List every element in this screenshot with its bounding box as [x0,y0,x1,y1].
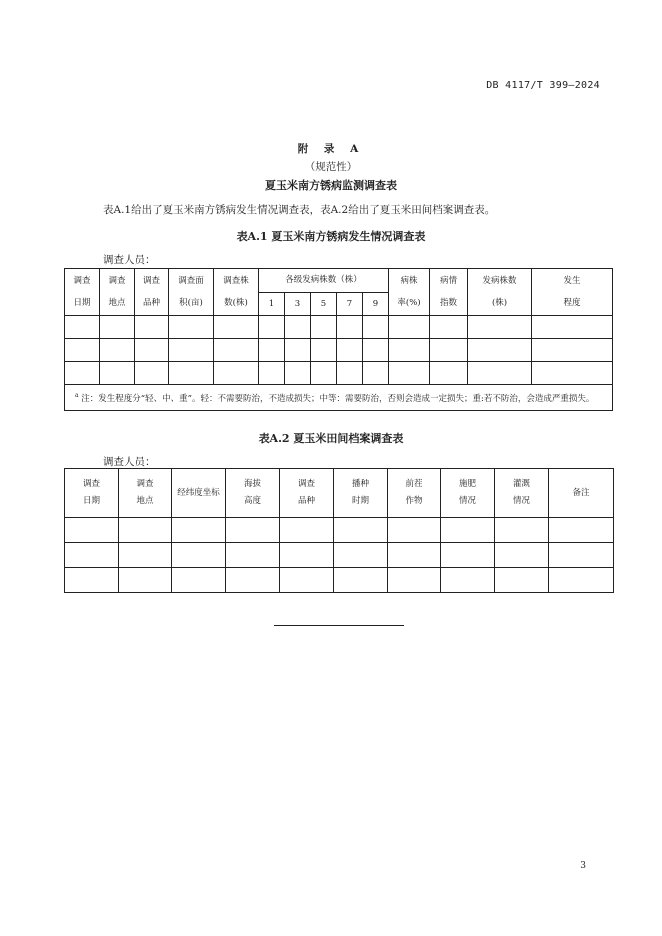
table-row [65,518,614,543]
header-variety: 调查 品种 [135,269,169,316]
header-plants: 调查株 数(株) [214,269,259,316]
header-date: 调查 日期 [65,269,100,316]
header-fertilization: 施肥 情况 [441,469,495,518]
header-severity: 发生 程度 [532,269,613,316]
header-grade-7: 7 [337,292,363,316]
header-diseased: 发病株数 (株) [468,269,532,316]
header-sowing-date: 播种 时期 [334,469,388,518]
header-grade-5: 5 [311,292,337,316]
table1-footnote [65,385,613,411]
table2-surveyor-label: 调查人员： [103,456,156,468]
footnote-marker: a [75,392,79,399]
table2-title: 表A.2 夏玉米田间档案调查表 [258,432,404,445]
table-row [65,362,613,385]
table-row [65,543,614,568]
header-index: 病情 指数 [430,269,468,316]
header-grade-1: 1 [259,292,285,316]
header-previous-crop: 前茬 作物 [388,469,441,518]
header-altitude: 海拔 高度 [226,469,280,518]
page-number: 3 [580,861,586,871]
table1-title: 表A.1 夏玉米南方锈病发生情况调查表 [236,230,426,243]
header-remarks: 备注 [549,469,614,518]
header-location: 调查 地点 [119,469,172,518]
table2-field-archive [64,468,614,593]
header-grade-group: 各级发病株数（株） [259,269,389,293]
appendix-label: 附 录 A [297,143,365,155]
header-variety: 调查 品种 [280,469,334,518]
appendix-nature: （规范性） [304,161,358,173]
header-area: 调查面 积(亩) [169,269,214,316]
header-grade-9: 9 [363,292,389,316]
header-grade-3: 3 [285,292,311,316]
header-location: 调查 地点 [100,269,135,316]
header-date: 调查 日期 [65,469,119,518]
end-rule [274,625,404,626]
table-row [65,316,613,339]
document-code: DB 4117/T 399—2024 [486,80,600,91]
intro-paragraph: 表A.1给出了夏玉米南方锈病发生情况调查表，表A.2给出了夏玉米田间档案调查表。 [103,204,496,216]
table1-disease-occurrence [64,268,613,411]
header-coordinates: 经纬度坐标 [172,469,226,518]
header-irrigation: 灌溉 情况 [495,469,549,518]
table1-surveyor-label: 调查人员： [103,254,156,266]
table-row [65,339,613,362]
table-row [65,568,614,593]
appendix-title: 夏玉米南方锈病监测调查表 [265,179,397,192]
footnote-text: 注：发生程度分“轻、中、重”。轻：不需要防治，不造成损失；中等：需要防治，否则会造成一定损失；重:若不防治，会造成严重损失。 [81,393,595,404]
header-rate: 病株 率(%) [389,269,430,316]
